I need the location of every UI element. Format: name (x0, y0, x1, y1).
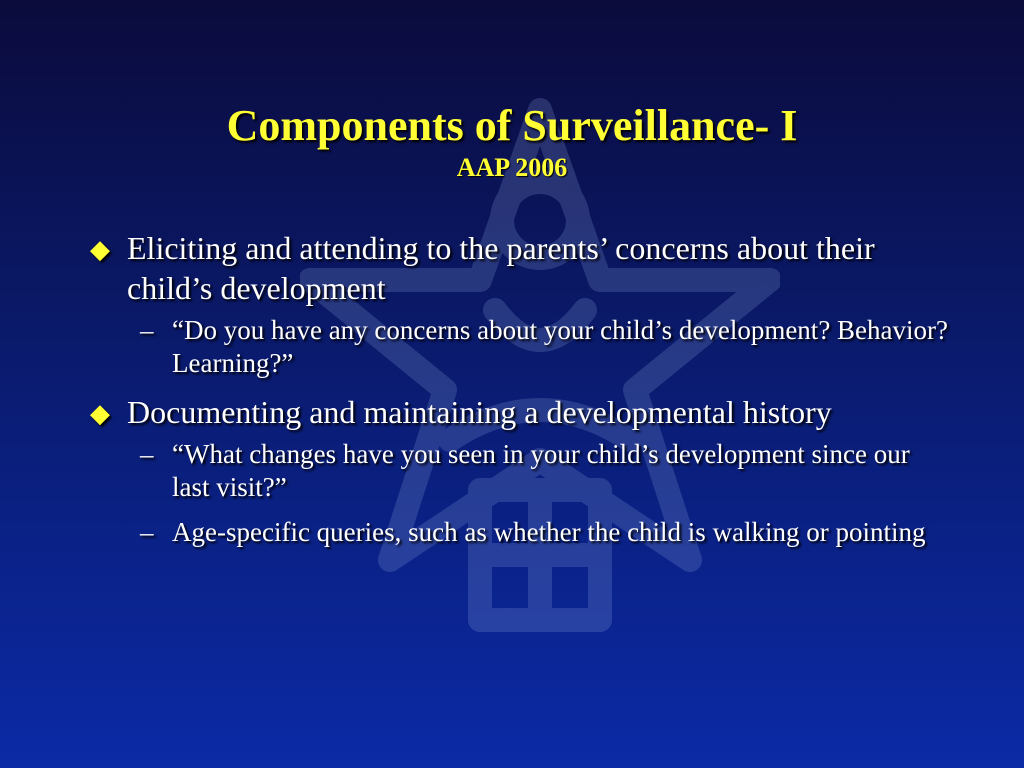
slide-subtitle: AAP 2006 (456, 153, 568, 182)
diamond-bullet-icon: ◆ (90, 399, 110, 429)
sub-bullet-item (90, 314, 952, 380)
dash-bullet: – (140, 315, 154, 345)
sub-bullet-item (90, 516, 952, 549)
slide-content (90, 228, 950, 561)
sub-bullet-item (90, 438, 952, 504)
bullet-text: Documenting and maintaining a developmental history (127, 394, 832, 430)
dash-bullet: – (140, 439, 154, 469)
bullet-item (90, 392, 950, 432)
slide-title: Components of Surveillance- I (226, 101, 798, 150)
dash-bullet: – (140, 517, 154, 547)
title-block (0, 100, 1024, 184)
diamond-bullet-icon: ◆ (90, 235, 110, 265)
sub-bullet-text: “Do you have any concerns about your child’s development? Behavior? Learning?” (172, 315, 948, 378)
bullet-item (90, 228, 950, 308)
sub-bullet-text: “What changes have you seen in your child’s development since our last visit?” (172, 439, 910, 502)
sub-bullet-text: Age-specific queries, such as whether the child is walking or pointing (172, 517, 926, 547)
bullet-text: Eliciting and attending to the parents’ concerns about their child’s development (127, 230, 875, 306)
